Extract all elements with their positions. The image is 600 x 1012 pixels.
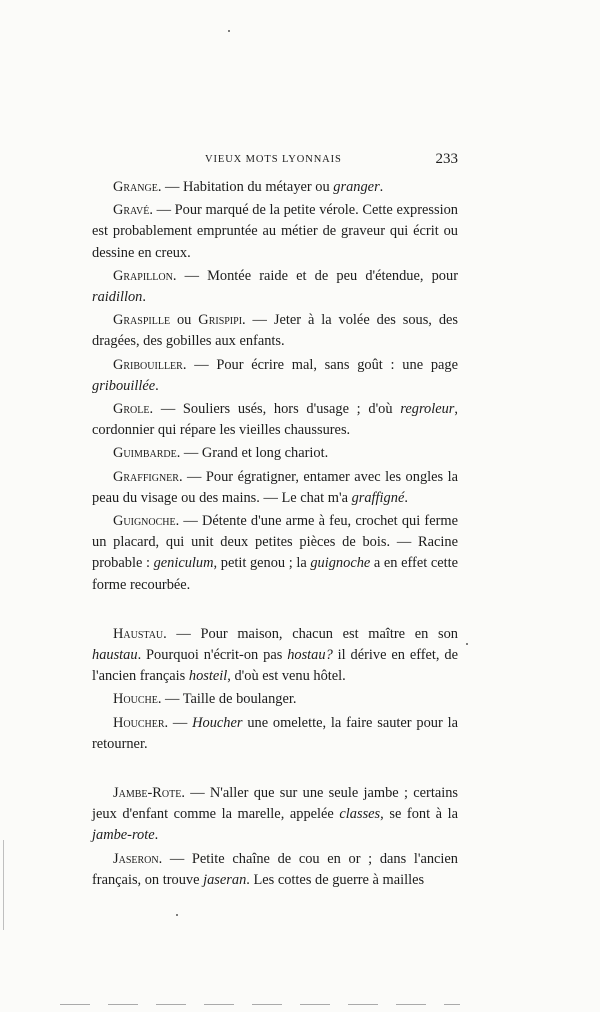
entry-text: , se font à la [380, 806, 459, 823]
dictionary-entry [92, 713, 458, 755]
entry-italic-term: geniculum [153, 555, 214, 572]
entry-text: — Souliers usés, hors d'usage ; d'où [153, 401, 401, 418]
entry-headword: Gravé. [113, 202, 153, 219]
scan-speck [466, 643, 468, 645]
scan-edge-mark [3, 840, 4, 930]
entry-text: . Pourquoi n'écrit-on pas [137, 647, 288, 664]
entry-text: . [142, 289, 146, 306]
dictionary-entry [92, 467, 458, 509]
dictionary-entry [92, 849, 458, 891]
entry-text: . [154, 827, 159, 844]
entry-headword: Grispipi. [198, 312, 246, 329]
dictionary-entry [92, 511, 458, 596]
scan-speck [228, 30, 230, 32]
entry-italic-term: regroleur [400, 401, 455, 418]
dictionary-entry [92, 399, 458, 441]
scan-speck [176, 914, 178, 916]
entry-text: — Montée raide et de peu d'étendue, pour [176, 267, 458, 284]
dictionary-entry [92, 689, 458, 710]
entry-text: — [168, 714, 193, 731]
entry-headword: Grapillon. [113, 267, 177, 284]
entry-text: — Pour marqué de la petite vérole. Cette expression est probablement empruntée au métier de graveur qui écrit ou dessine en creux. [92, 202, 458, 261]
entry-text: il dérive en effet, de l'ancien français [92, 647, 458, 685]
entry-text: — Pour égratigner, entamer avec les ongles la peau du visage ou des mains. — Le chat m'a [92, 468, 458, 506]
dictionary-entry [92, 783, 458, 847]
entry-italic-term: graffigné [351, 489, 405, 506]
page-bottom-edge [60, 1004, 460, 1005]
entry-italic-term: Houcher [192, 714, 243, 731]
entry-text: , d'où est venu hôtel. [227, 668, 346, 685]
page-number: 233 [435, 151, 458, 167]
dictionary-entry [92, 266, 458, 308]
entry-text: , petit genou ; la [213, 555, 311, 572]
entry-headword: Gribouiller. [113, 356, 187, 373]
entry-italic-term: granger [333, 179, 380, 195]
dictionary-body [92, 177, 458, 893]
entry-headword: Guignoche. [113, 513, 180, 530]
page-header [92, 152, 458, 172]
entry-headword: Houcher. [113, 714, 169, 731]
entry-text: — Grand et long chariot. [180, 445, 329, 462]
entry-headword: Graffigner. [113, 468, 183, 485]
entry-italic-term: jaseran [203, 871, 247, 888]
entry-text: une omelette, la faire sauter pour la retourner. [92, 714, 458, 752]
dictionary-entry [92, 310, 458, 352]
entry-headword: Guimbarde. [113, 445, 181, 462]
entry-headword: Jambe-Rote. [113, 785, 185, 802]
dictionary-entry [92, 443, 458, 464]
entry-text: . [379, 179, 384, 195]
entry-headword: Jaseron. [113, 850, 163, 867]
entry-text: — Jeter à la volée des sous, des dragées, des gobilles aux enfants. [92, 312, 459, 350]
entry-text: — Pour maison, chacun est maître en son [166, 625, 458, 642]
dictionary-entry [92, 624, 458, 688]
entry-text: — Petite chaîne de cou en or ; dans l'ancien français, on trouve [92, 850, 458, 888]
entry-text: ou [170, 312, 199, 329]
running-title: VIEUX MOTS LYONNAIS [205, 154, 342, 165]
entry-text: , cordonnier qui répare les vieilles chaussures. [92, 401, 458, 439]
entry-headword: Grange. [113, 179, 162, 195]
entry-text: — Habitation du métayer ou [161, 179, 334, 195]
entry-headword: Houche. [113, 691, 162, 708]
entry-text: — Taille de boulanger. [161, 691, 297, 708]
entry-headword: Grole. [113, 401, 154, 418]
dictionary-entry [92, 355, 458, 397]
entry-text: a en effet cette forme recourbée. [92, 555, 458, 593]
entry-italic-term: gribouillée [92, 377, 156, 394]
entry-italic-term: guignoche [310, 555, 371, 572]
dictionary-entry [92, 177, 458, 198]
entry-text: — N'aller que sur une seule jambe ; certains jeux d'enfant comme la marelle, appelée [92, 785, 458, 823]
entry-italic-term: jambe-rote [92, 827, 155, 844]
entry-italic-term: hostau? [287, 647, 333, 664]
entry-text: — Détente d'une arme à feu, crochet qui ferme un placard, qui unit deux petites pièces de bois. — Racine probable : [92, 513, 458, 572]
entry-text: . [404, 489, 408, 506]
entry-italic-term: classes [339, 806, 381, 823]
entry-text: . [155, 377, 159, 394]
entry-headword: Graspille [113, 312, 171, 329]
entry-italic-term: hosteil [188, 668, 228, 685]
entry-italic-term: haustau [92, 647, 138, 664]
entry-italic-term: raidillon [92, 289, 143, 306]
entry-headword: Haustau. [113, 625, 167, 642]
entry-text: — Pour écrire mal, sans goût : une page [186, 356, 458, 373]
entry-text: . Les cottes de guerre à mailles [246, 871, 425, 888]
dictionary-entry [92, 200, 458, 264]
